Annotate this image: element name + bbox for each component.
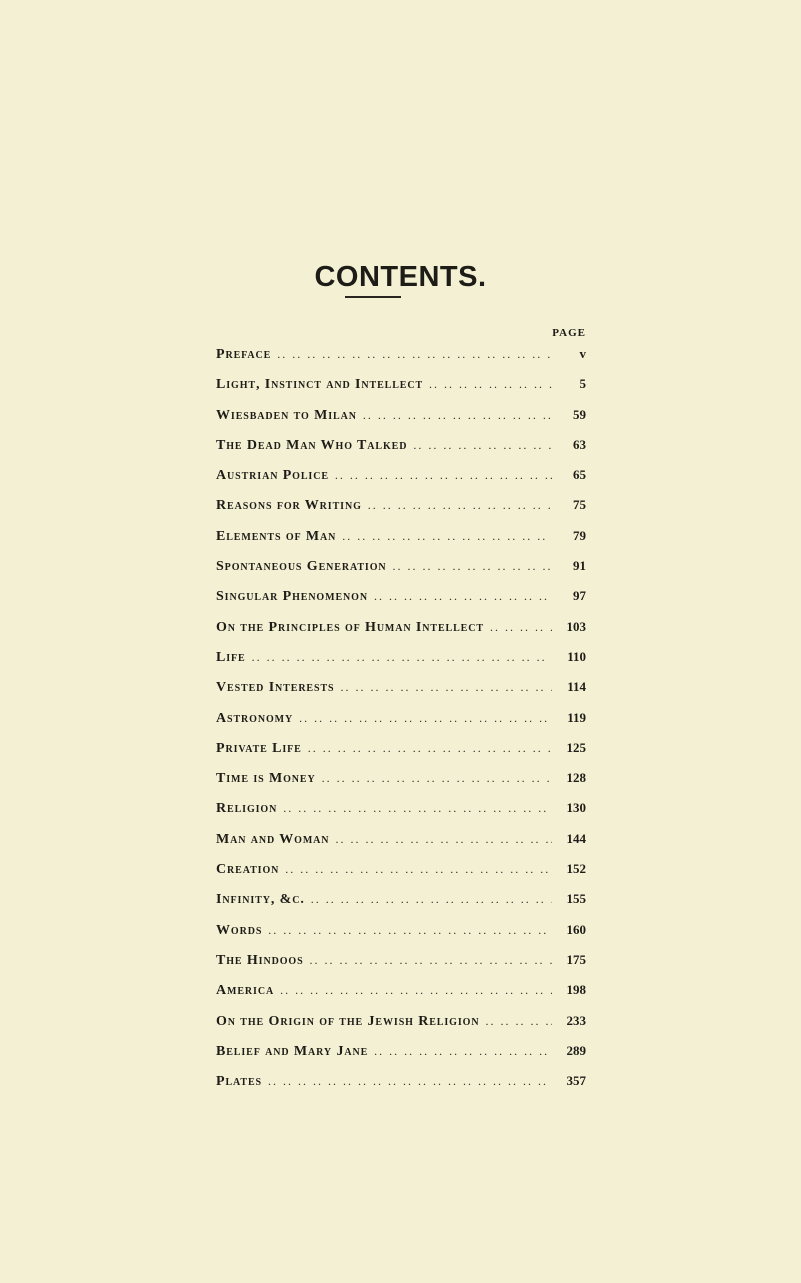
toc-entry <box>216 1006 586 1036</box>
toc-entry <box>216 945 586 975</box>
dot-leader <box>387 551 552 581</box>
toc-entry <box>216 339 586 369</box>
entry-page-number: 289 <box>566 1042 586 1058</box>
dot-leader <box>302 733 552 763</box>
toc-entry <box>216 703 586 733</box>
entry-page-number: 5 <box>579 376 586 392</box>
entry-title: Preface <box>216 347 272 362</box>
dot-leader <box>335 672 553 702</box>
entry-page-number: 198 <box>566 982 586 998</box>
entry-page-number: 233 <box>566 1012 586 1028</box>
dot-leader <box>407 430 552 460</box>
toc-entry <box>216 824 586 854</box>
dot-leader <box>368 581 552 611</box>
entry-page-number: 65 <box>573 467 586 483</box>
entry-page-number: 91 <box>573 558 586 574</box>
entry-title: Time is Money <box>216 771 316 787</box>
dot-leader <box>329 460 552 490</box>
entry-title: Life <box>216 649 246 665</box>
dot-leader <box>246 642 552 672</box>
page-title: CONTENTS. <box>314 261 487 294</box>
entry-title: Singular Phenomenon <box>216 589 368 605</box>
dot-leader <box>277 793 552 823</box>
entry-page-number: v <box>579 346 586 361</box>
entry-title: America <box>216 983 275 999</box>
toc-entry <box>216 884 586 914</box>
entry-page-number: 97 <box>573 588 586 604</box>
page-column-header: PAGE <box>552 327 586 339</box>
toc-entry <box>216 854 586 884</box>
toc-entry <box>216 612 586 642</box>
entry-page-number: 357 <box>566 1073 586 1089</box>
dot-leader <box>274 975 552 1005</box>
entry-title: On the Origin of the Jewish Religion <box>216 1013 480 1029</box>
title-rule <box>345 296 401 298</box>
toc-entry <box>216 1036 586 1066</box>
dot-leader <box>484 612 552 642</box>
toc-entry <box>216 369 586 399</box>
dot-leader <box>362 490 552 520</box>
toc-entry <box>216 1066 586 1096</box>
dot-leader <box>357 400 552 430</box>
dot-leader <box>479 1006 552 1036</box>
dot-leader <box>262 915 552 945</box>
entry-title: The Dead Man Who Talked <box>216 437 408 453</box>
entry-page-number: 175 <box>566 951 586 967</box>
toc-entry <box>216 490 586 520</box>
entry-title: Austrian Police <box>216 468 329 484</box>
entry-page-number: 119 <box>567 709 586 725</box>
entry-title: Wiesbaden to Milan <box>216 407 357 423</box>
toc-entry <box>216 430 586 460</box>
entry-title: Astronomy <box>216 710 294 726</box>
entry-title: Private Life <box>216 740 302 756</box>
entry-title: Spontaneous Generation <box>216 559 387 575</box>
dot-leader <box>293 703 552 733</box>
dot-leader <box>305 884 552 914</box>
entry-page-number: 144 <box>566 830 586 846</box>
entry-title: Man and Woman <box>216 831 330 847</box>
entry-page-number: 103 <box>566 618 586 634</box>
entry-page-number: 114 <box>567 679 586 695</box>
toc-entry <box>216 460 586 490</box>
entry-title: Creation <box>216 862 280 878</box>
entry-page-number: 130 <box>566 800 586 816</box>
toc-entry <box>216 672 586 702</box>
toc-entry <box>216 521 586 551</box>
dot-leader <box>423 369 552 399</box>
dot-leader <box>304 945 552 975</box>
toc-entry <box>216 581 586 611</box>
entry-page-number: 125 <box>566 739 586 755</box>
entry-page-number: 63 <box>573 436 586 452</box>
entry-title: Infinity, &c. <box>216 892 305 908</box>
entry-page-number: 59 <box>573 406 586 422</box>
dot-leader <box>368 1036 552 1066</box>
dot-leader <box>279 854 552 884</box>
entry-title: Words <box>216 922 263 938</box>
entry-page-number: 155 <box>566 891 586 907</box>
entry-title: Elements of Man <box>216 528 337 544</box>
toc-entry <box>216 915 586 945</box>
toc-entry <box>216 551 586 581</box>
toc-entry <box>216 975 586 1005</box>
entry-title: Belief and Mary Jane <box>216 1043 369 1059</box>
dot-leader <box>329 824 552 854</box>
entry-title: Light, Instinct and Intellect <box>216 377 424 393</box>
toc-entry <box>216 763 586 793</box>
toc-entry <box>216 642 586 672</box>
dot-leader <box>336 521 552 551</box>
entry-page-number: 110 <box>567 648 586 664</box>
entry-page-number: 160 <box>566 921 586 937</box>
dot-leader <box>316 763 552 793</box>
toc-entry <box>216 733 586 763</box>
entry-page-number: 128 <box>566 770 586 786</box>
entry-title: The Hindoos <box>216 952 304 968</box>
entry-title: Vested Interests <box>216 680 335 696</box>
toc-entry <box>216 400 586 430</box>
entry-title: Religion <box>216 801 278 817</box>
dot-leader <box>262 1066 552 1096</box>
entry-page-number: 152 <box>566 861 586 877</box>
entry-title: Plates <box>216 1074 263 1090</box>
entry-title: On the Principles of Human Intellect <box>216 619 484 635</box>
entry-page-number: 75 <box>573 497 586 513</box>
entry-title: Reasons for Writing <box>216 498 362 514</box>
entry-page-number: 79 <box>573 527 586 543</box>
toc-entry <box>216 793 586 823</box>
table-of-contents <box>216 339 586 1096</box>
dot-leader <box>271 339 552 369</box>
